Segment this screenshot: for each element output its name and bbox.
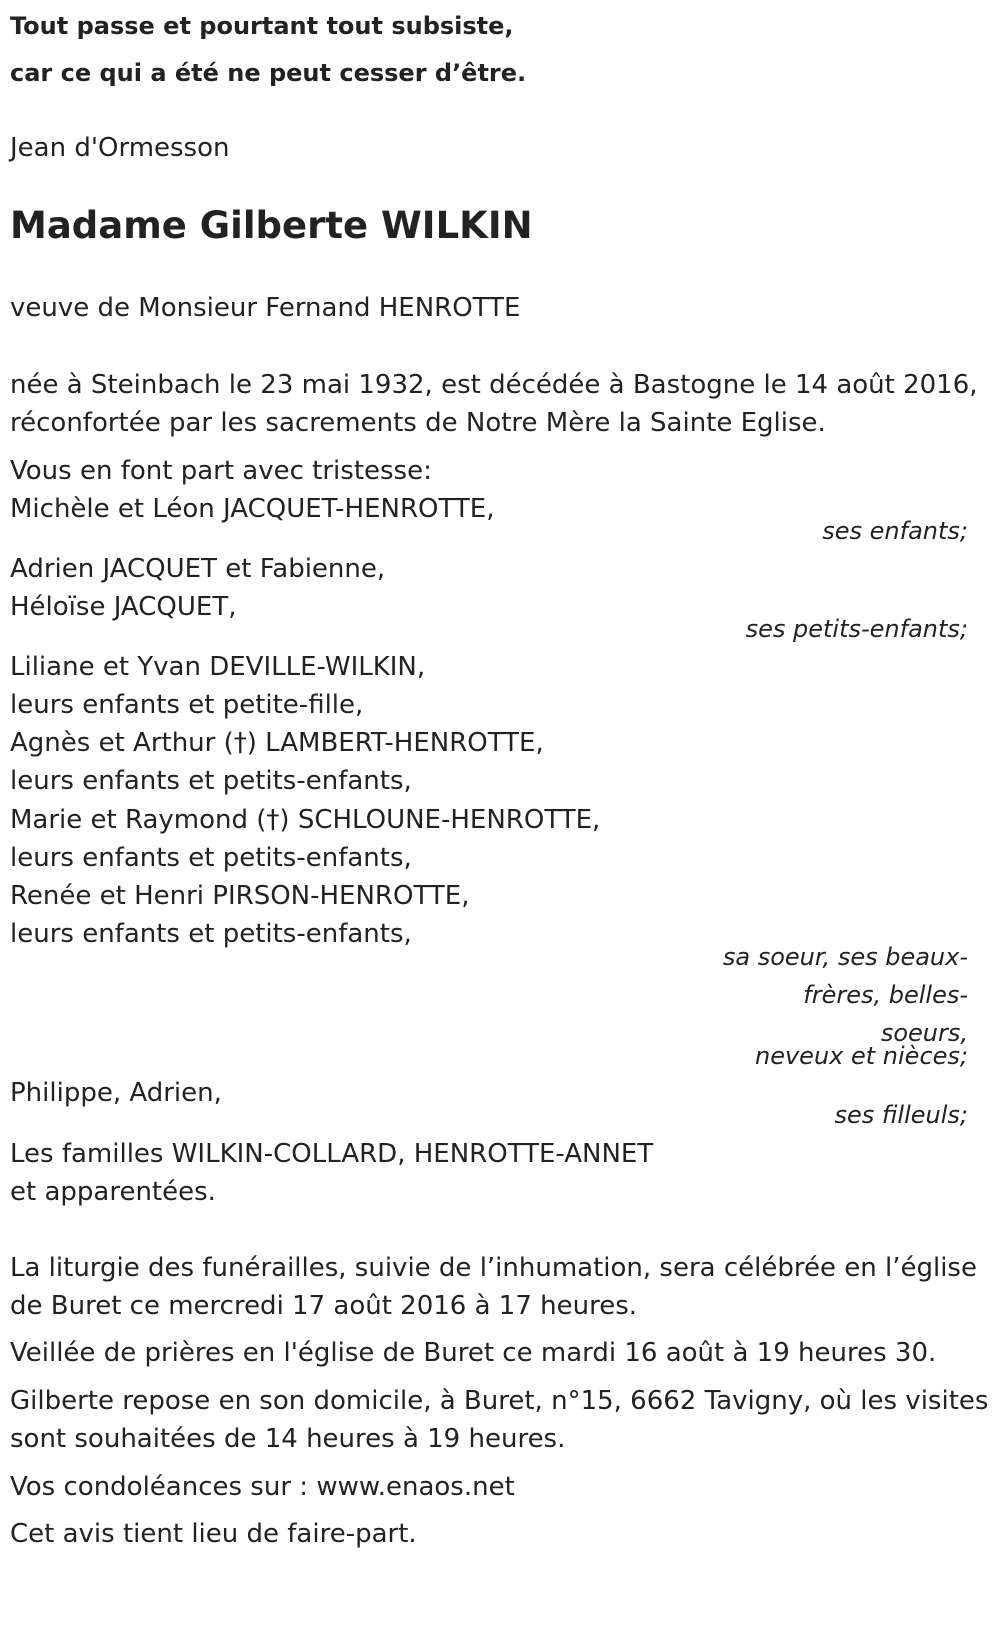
sibling-line-7: Renée et Henri PIRSON-HENROTTE, [10, 881, 470, 911]
notice-line: Cet avis tient lieu de faire-part. [10, 1519, 417, 1549]
condolences-line: Vos condoléances sur : www.enaos.net [10, 1472, 515, 1502]
quote-author: Jean d'Ormesson [10, 133, 230, 163]
funeral-line-1: La liturgie des funérailles, suivie de l’inhumation, sera célébrée en l’église [10, 1253, 977, 1283]
siblings-label-2: frères, belles- [803, 981, 968, 1009]
godchildren-label: ses filleuls; [834, 1101, 968, 1129]
rest-line-1: Gilberte repose en son domicile, à Buret, n°15, 6662 Tavigny, où les visites [10, 1386, 989, 1416]
families-line-1: Les familles WILKIN-COLLARD, HENROTTE-ANNET [10, 1139, 654, 1169]
children-names: Michèle et Léon JACQUET-HENROTTE, [10, 494, 495, 524]
funeral-line-2: de Buret ce mercredi 17 août 2016 à 17 heures. [10, 1291, 638, 1321]
sibling-line-5: Marie et Raymond (†) SCHLOUNE-HENROTTE, [10, 805, 601, 835]
birth-death-line-2: réconfortée par les sacrements de Notre Mère la Sainte Eglise. [10, 408, 826, 438]
announcement-intro: Vous en font part avec tristesse: [10, 456, 432, 486]
deceased-name: Madame Gilberte WILKIN [10, 204, 533, 247]
siblings-label-4: neveux et nièces; [755, 1042, 968, 1070]
siblings-label-1: sa soeur, ses beaux- [722, 943, 968, 971]
sibling-line-4: leurs enfants et petits-enfants, [10, 766, 412, 796]
quote-line-1: Tout passe et pourtant tout subsiste, [10, 12, 514, 40]
vigil-line: Veillée de prières en l'église de Buret ce mardi 16 août à 19 heures 30. [10, 1338, 937, 1368]
birth-death-line-1: née à Steinbach le 23 mai 1932, est décédée à Bastogne le 14 août 2016, [10, 370, 978, 400]
grandchild-2: Héloïse JACQUET, [10, 592, 237, 622]
grandchild-1: Adrien JACQUET et Fabienne, [10, 554, 386, 584]
godchildren-names: Philippe, Adrien, [10, 1078, 222, 1108]
siblings-label-3: soeurs, [880, 1019, 968, 1047]
sibling-line-1: Liliane et Yvan DEVILLE-WILKIN, [10, 652, 426, 682]
quote-line-2: car ce qui a été ne peut cesser d’être. [10, 59, 527, 87]
children-label: ses enfants; [822, 517, 968, 545]
sibling-line-2: leurs enfants et petite-fille, [10, 690, 364, 720]
sibling-line-3: Agnès et Arthur (†) LAMBERT-HENROTTE, [10, 728, 544, 758]
sibling-line-8: leurs enfants et petits-enfants, [10, 919, 412, 949]
spouse-line: veuve de Monsieur Fernand HENROTTE [10, 293, 521, 323]
families-line-2: et apparentées. [10, 1177, 216, 1207]
grandchildren-label: ses petits-enfants; [745, 615, 968, 643]
rest-line-2: sont souhaitées de 14 heures à 19 heures. [10, 1424, 566, 1454]
sibling-line-6: leurs enfants et petits-enfants, [10, 843, 412, 873]
